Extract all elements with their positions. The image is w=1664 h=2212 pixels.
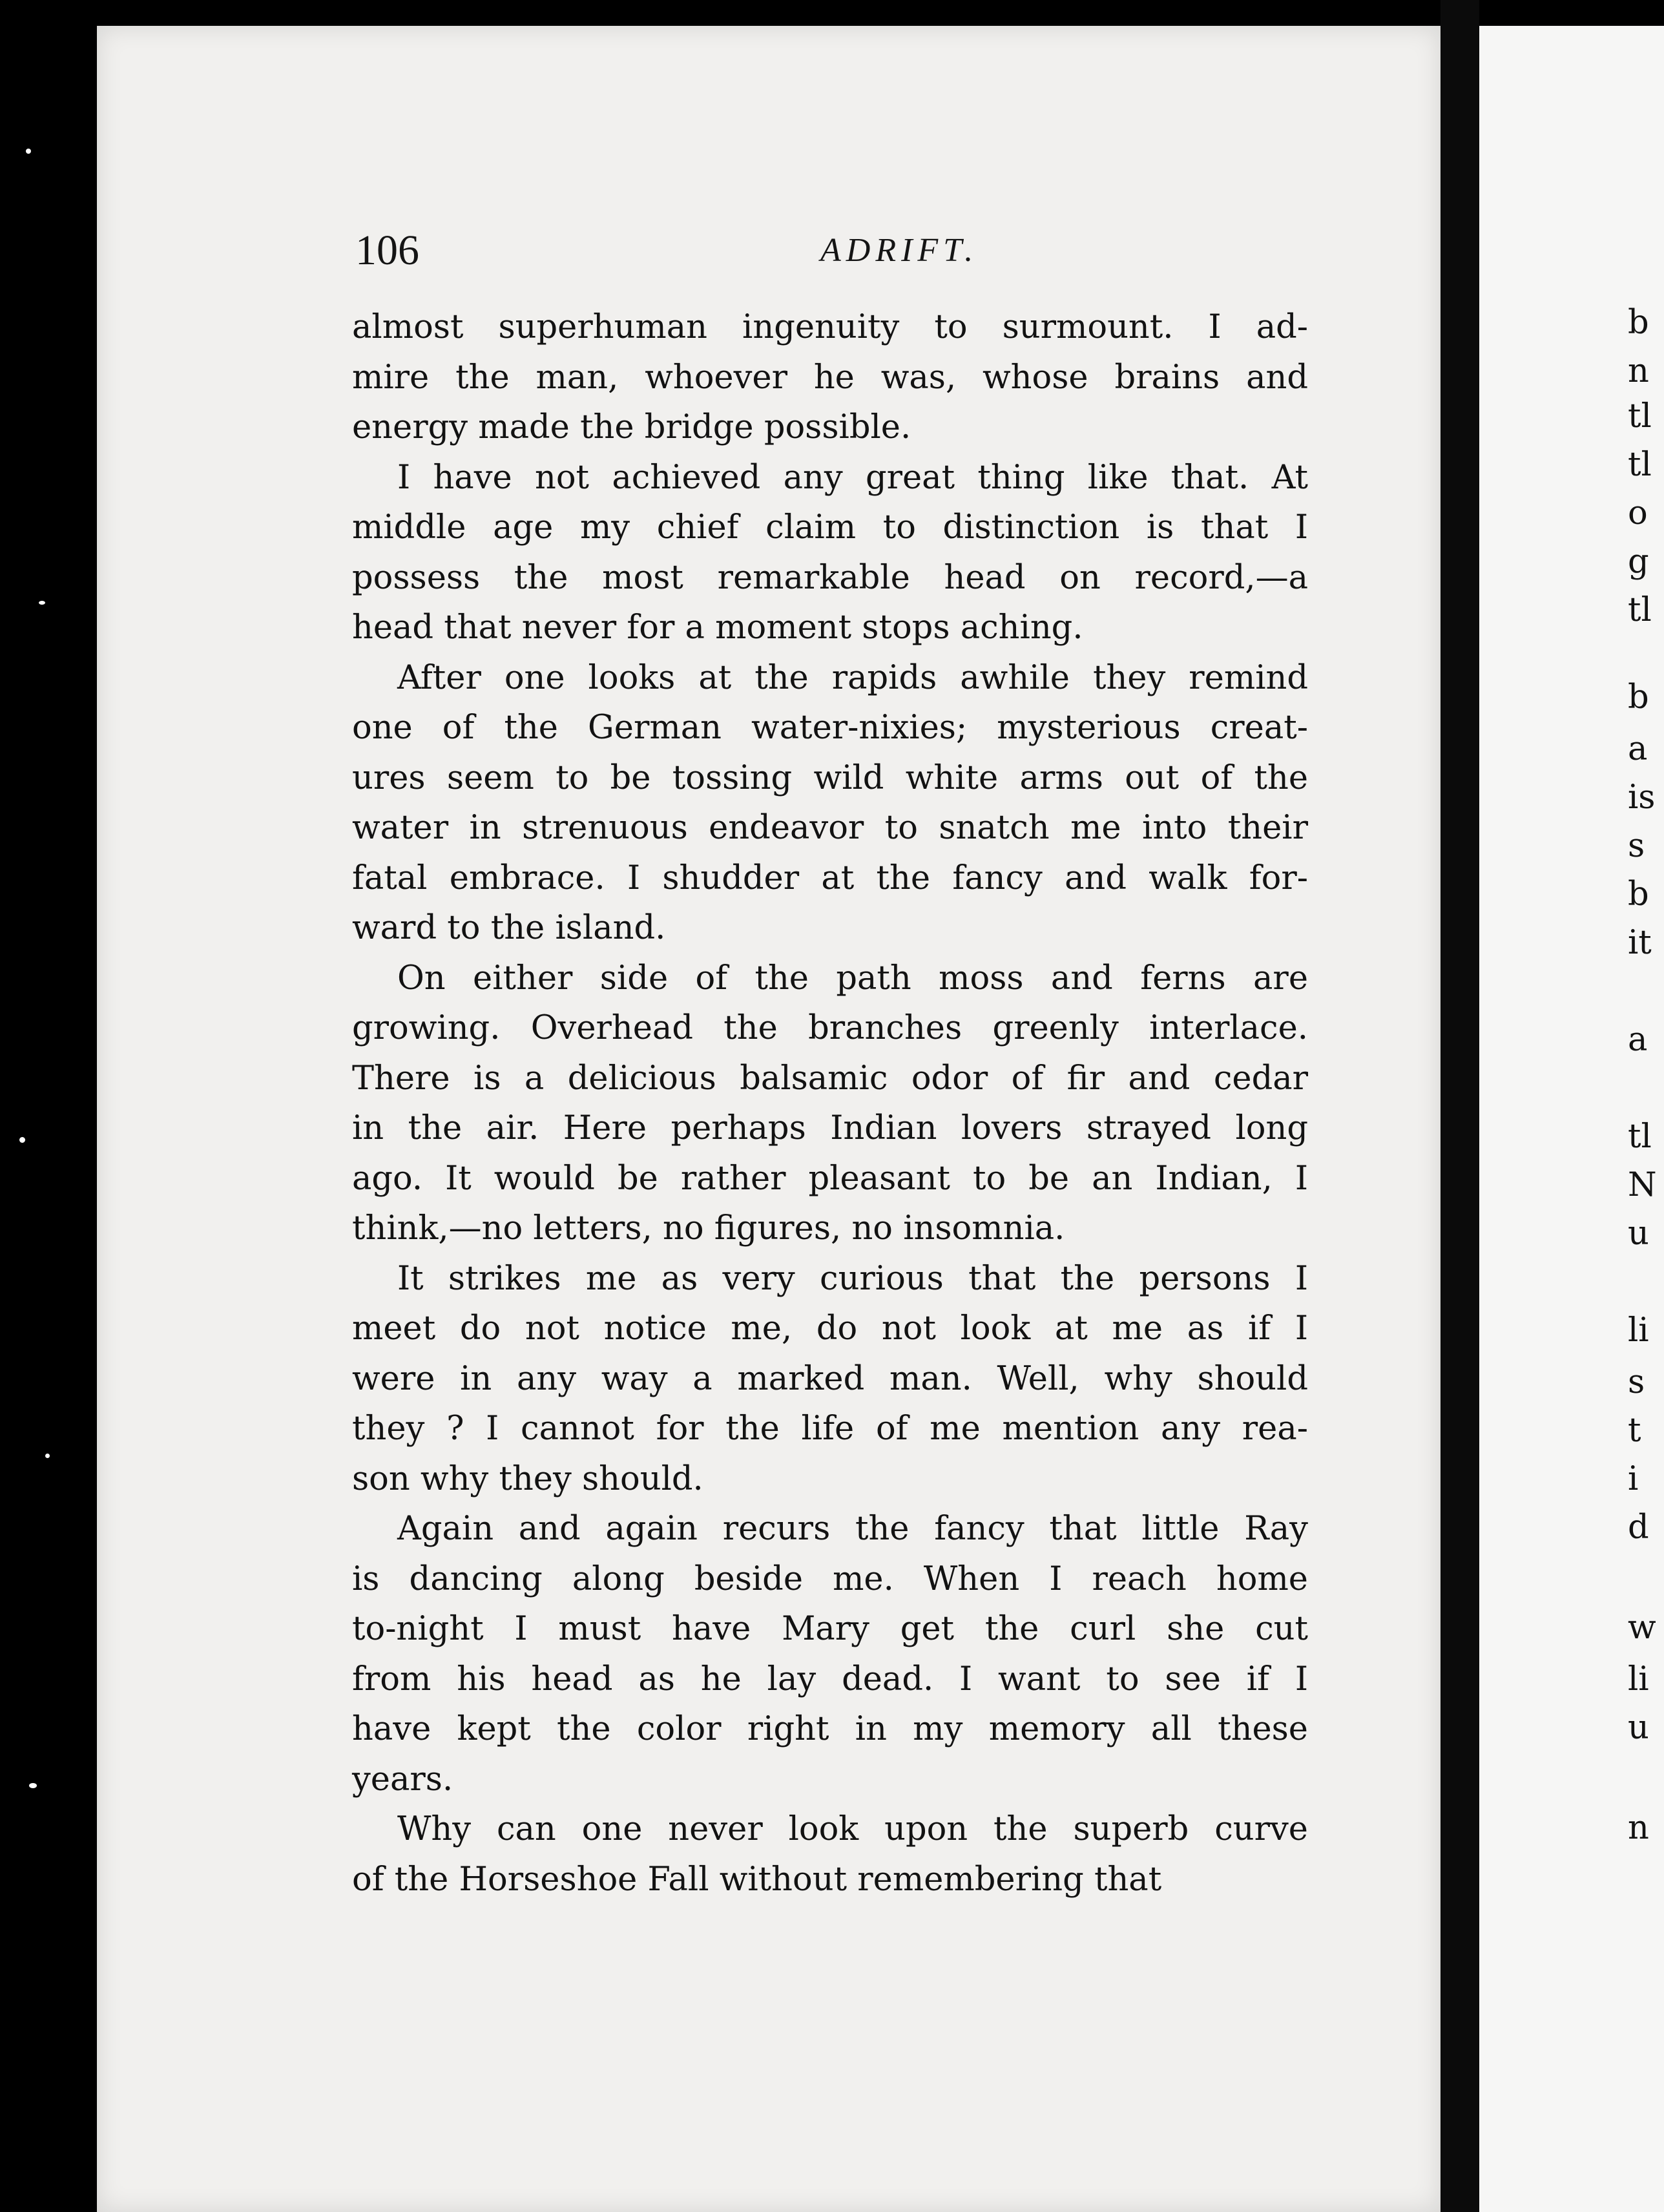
text-line: growing. Overhead the branches greenly interlace.	[352, 1009, 1308, 1047]
facing-page-fragment: t	[1628, 1412, 1641, 1450]
text-line: energy made the bridge possible.	[352, 408, 911, 446]
facing-page-fragment: d	[1628, 1508, 1649, 1547]
text-line: they ? I cannot for the life of me mention any rea-	[352, 1410, 1308, 1448]
paragraph	[352, 1254, 1308, 1505]
text-line: ward to the island.	[352, 909, 666, 947]
facing-page-fragment: n	[1628, 352, 1649, 390]
text-line: think,—no letters, no figures, no insomnia.	[352, 1209, 1065, 1247]
paragraph	[352, 453, 1308, 653]
facing-page-fragment: w	[1628, 1609, 1656, 1647]
text-line: in the air. Here perhaps Indian lovers strayed long	[352, 1109, 1308, 1147]
text-line: almost superhuman ingenuity to surmount. I ad-	[352, 308, 1308, 346]
facing-page-fragment: tl	[1628, 1118, 1652, 1156]
facing-page-fragment: tl	[1628, 397, 1652, 435]
text-line: have kept the color right in my memory all these	[352, 1710, 1308, 1748]
facing-page-fragment: s	[1628, 827, 1645, 865]
scan-speck	[45, 1454, 50, 1458]
text-line: mire the man, whoever he was, whose brains and	[352, 358, 1308, 397]
text-line: head that never for a moment stops aching.	[352, 609, 1083, 647]
facing-page-fragment: b	[1628, 304, 1649, 342]
text-line: After one looks at the rapids awhile they remind	[397, 658, 1308, 697]
facing-page-fragment: b	[1628, 875, 1649, 913]
paragraph	[352, 653, 1308, 954]
text-line: to-night I must have Mary get the curl she cut	[352, 1610, 1308, 1648]
text-line: years.	[352, 1760, 453, 1799]
text-line: son why they should.	[352, 1459, 703, 1498]
facing-page-fragment: g	[1628, 543, 1649, 581]
text-line: middle age my chief claim to distinction is that I	[352, 508, 1308, 547]
paragraph	[352, 1804, 1308, 1904]
text-line: is dancing along beside me. When I reach home	[352, 1560, 1308, 1598]
facing-page-fragment: li	[1628, 1311, 1649, 1350]
text-line: There is a delicious balsamic odor of fir and cedar	[352, 1059, 1308, 1098]
text-line: Again and again recurs the fancy that little Ray	[397, 1510, 1308, 1548]
scan-speck	[39, 601, 45, 605]
facing-page-fragment: a	[1628, 1021, 1648, 1059]
facing-page-fragment: s	[1628, 1363, 1645, 1401]
page-number: 106	[355, 227, 419, 274]
facing-page-fragment: i	[1628, 1460, 1639, 1498]
facing-page-fragment: a	[1628, 730, 1648, 768]
facing-page-fragment: o	[1628, 494, 1648, 532]
text-line: ures seem to be tossing wild white arms out of the	[352, 758, 1308, 797]
facing-page-fragment: li	[1628, 1660, 1649, 1698]
facing-page-fragment: N	[1628, 1166, 1657, 1204]
facing-page-fragment: is	[1628, 778, 1656, 817]
facing-page-fragment: u	[1628, 1709, 1649, 1747]
text-line: water in strenuous endeavor to snatch me into their	[352, 809, 1308, 847]
paragraph	[352, 302, 1308, 453]
page-header	[265, 226, 1331, 284]
text-line: from his head as he lay dead. I want to see if I	[352, 1660, 1308, 1698]
body-text	[352, 302, 1308, 1904]
paragraph	[352, 954, 1308, 1254]
text-line: ago. It would be rather pleasant to be an Indian, I	[352, 1159, 1308, 1198]
facing-page-fragment: n	[1628, 1809, 1649, 1847]
book-gutter	[1440, 0, 1479, 2212]
facing-page-fragment: u	[1628, 1215, 1649, 1253]
text-line: On either side of the path moss and ferns are	[397, 959, 1308, 997]
scan-speck	[26, 149, 31, 154]
text-line: were in any way a marked man. Well, why should	[352, 1359, 1308, 1398]
facing-page-fragment: tl	[1628, 446, 1652, 484]
paragraph	[352, 1504, 1308, 1804]
text-line: possess the most remarkable head on record,—a	[352, 558, 1308, 597]
text-line: meet do not notice me, do not look at me as if I	[352, 1309, 1308, 1348]
facing-page-fragment: b	[1628, 678, 1649, 716]
facing-page-fragment: tl	[1628, 591, 1652, 629]
text-line: It strikes me as very curious that the persons I	[397, 1259, 1308, 1298]
text-line: of the Horseshoe Fall without remembering that	[352, 1860, 1162, 1899]
scan-speck	[29, 1783, 37, 1788]
text-line: I have not achieved any great thing like that. At	[397, 458, 1308, 497]
text-line: one of the German water-nixies; mysterious creat-	[352, 709, 1308, 747]
text-line: fatal embrace. I shudder at the fancy and walk for-	[352, 859, 1308, 897]
scan-speck	[19, 1137, 25, 1143]
running-title: ADRIFT.	[820, 232, 979, 269]
text-line: Why can one never look upon the superb curve	[397, 1810, 1308, 1848]
facing-page-fragment: it	[1628, 924, 1652, 962]
